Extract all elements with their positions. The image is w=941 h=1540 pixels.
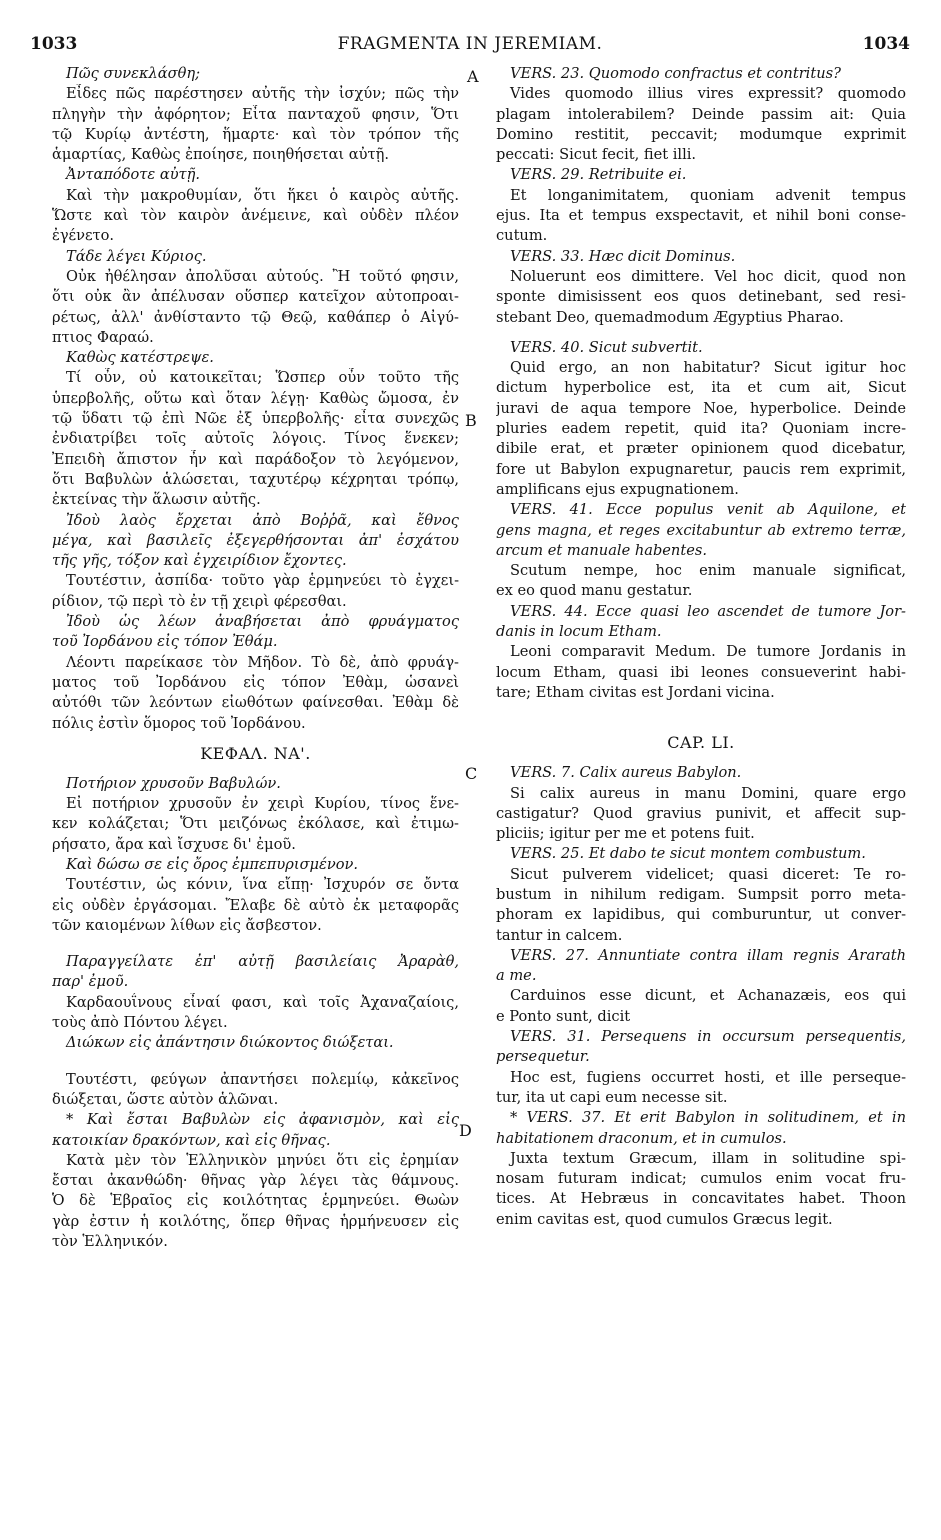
verse-heading: VERS. 40. Sicut subvertit. [510, 338, 703, 356]
text-line: Domino restitit, peccavit; modumque exprimit [496, 125, 906, 143]
chapter-heading-latin: CAP. LI. [667, 733, 735, 753]
running-title: FRAGMENTA IN JEREMIAM. [337, 34, 603, 54]
latin-paragraph [496, 64, 906, 165]
text-line: κεν κολάζεται; Ὅτι μειζόνως ἐκόλασε, καὶ ἐτιμω- [52, 815, 459, 833]
text-line: Carduinos esse dicunt, et Achanazæis, eos qui [510, 987, 906, 1005]
text-line: Ὥστε καὶ τὸν καιρὸν ἀνέμεινε, καὶ οὐδὲν πλέον [52, 207, 459, 225]
text-line: ἐγένετο. [52, 227, 115, 245]
text-line: εἰς οὐδὲν ἐργάσομαι. Ἔλαβε δὲ αὐτὸ ἐκ μεταφορᾶς [52, 896, 459, 914]
text-line: ὑπερβολῆς, οὕτω καὶ ὅταν λέγῃ· Καθὼς ὤμοσα, ἐν [52, 389, 459, 407]
text-line: Scutum nempe, hoc enim manuale significat, [510, 562, 906, 580]
greek-paragraph [52, 1070, 459, 1253]
text-line: cutum. [496, 227, 548, 245]
lemma-line: Ἰδοὺ ὡς λέων ἀναβήσεται ἀπὸ φρυάγματος [66, 613, 459, 631]
text-line: ματος τοῦ Ἰορδάνου εἰς τόπον Ἐθὰμ, ὡσανεὶ [52, 673, 459, 691]
lemma-line: Ἀνταπόδοτε αὐτῇ. [66, 166, 201, 184]
verse-heading: VERS. 33. Hæc dicit Dominus. [510, 247, 736, 265]
lemma-line: Πῶς συνεκλάσθη; [66, 65, 201, 82]
latin-paragraph [496, 338, 906, 500]
latin-paragraph [496, 165, 906, 246]
text-line: Τουτέστιν, ὡς κόνιν, ἵνα εἴπῃ· Ἰσχυρόν σε ὄντα [66, 876, 459, 894]
verse-heading: VERS. 7. Calix aureus Babylon. [510, 764, 742, 782]
text-line: Καὶ τὴν μακροθυμίαν, ὅτι ἥκει ὁ καιρὸς αὐτῆς. [66, 186, 459, 204]
text-line: ρήσατο, ἄρα καὶ ἴσχυσε δι' ἐμοῦ. [52, 835, 296, 853]
margin-marker-d: D [459, 1121, 472, 1140]
text-line: pliciis; igitur per me et potens fuit. [496, 825, 755, 843]
text-line: τῷ ὕδατι τῷ ἐπὶ Νῶε ἐξ ὑπερβολῆς· εἶτα συνεχῶς [52, 410, 459, 428]
text-line: πτιος Φαραώ. [52, 328, 154, 346]
text-line: bustum in nihilum redigam. Sumpsit porro meta- [496, 885, 906, 903]
greek-paragraph [52, 612, 459, 734]
text-line: juravi de aqua tempore Noe, hyperbolice. Deinde [496, 399, 906, 417]
text-line: Λέοντι παρείκασε τὸν Μῆδον. Τὸ δὲ, ἀπὸ φρυάγ- [66, 653, 459, 671]
text-line: ἔσται ἀκανθώδη· θῆνας γὰρ λέγει τὰς θάμνους. [52, 1172, 459, 1190]
latin-paragraph [496, 844, 906, 945]
text-line: ρέτως, ἀλλ' ἀνθίσταντο τῷ Θεῷ, καθάπερ ὁ Αἰγύ- [52, 308, 459, 326]
text-line: τὸν Ἑλληνικόν. [52, 1233, 168, 1251]
text-line: Si calix aureus in manu Domini, quare ergo [510, 784, 906, 802]
text-line: castigatur? Quod gravius punivit, et affecit sup- [496, 804, 906, 822]
text-line: Τουτέστιν, ἀσπίδα· τοῦτο γὰρ ἑρμηνεύει τὸ ἐγχει- [66, 572, 459, 590]
latin-paragraph [496, 946, 906, 1230]
text-line: ἐκτείνας τὴν ἅλωσιν αὐτῆς. [52, 491, 261, 509]
text-line: e Ponto sunt, dicit [496, 1007, 631, 1025]
text-line: Τουτέστι, φεύγων ἀπαντήσει πολεμίῳ, κἀκεῖνος [66, 1070, 459, 1088]
text-line: plagam intolerabilem? Deinde passim ait: Quia [496, 105, 906, 123]
text-line: Noluerunt eos dimittere. Vel hoc dicit, quod non [510, 267, 906, 285]
greek-paragraph [52, 855, 459, 936]
text-line: τῷ Κυρίῳ ἀντέστη, ἥμαρτε· καὶ τὸν τρόπον τῆς [52, 125, 459, 143]
text-line: πόλις ἐστὶν ὅμορος τοῦ Ἰορδάνου. [52, 714, 306, 732]
text-line: dictum hyperbolice est, ita et cum ait, Sicut [496, 379, 906, 397]
text-line: τοὺς ἀπὸ Πόντου λέγει. [52, 1014, 228, 1032]
text-line: stebant Deo, quemadmodum Ægyptius Pharao. [496, 308, 844, 326]
chapter-heading-greek: ΚΕΦΑΛ. ΝΑ'. [200, 743, 311, 763]
text-line: ὅτι οὐκ ἂν ἀπέλυσαν οὕσπερ κατεῖχον αὐτοπροαι- [52, 288, 459, 306]
verse-heading: VERS. 31. Persequens in occursum persequentis, [510, 1028, 906, 1046]
greek-paragraph [52, 247, 459, 348]
text-line: phoram ex lapidibus, qui comburuntur, ut conver- [496, 906, 906, 924]
lemma-line: μέγα, καὶ βασιλεῖς ἐξεγερθήσονται ἀπ' ἐσχάτου [52, 531, 459, 549]
verse-heading: VERS. 44. Ecce quasi leo ascendet de tumore Jor- [510, 602, 906, 620]
lemma-line: Διώκων εἰς ἀπάντησιν διώκοντος διώξεται. [66, 1034, 394, 1052]
latin-paragraph [496, 602, 906, 703]
text-line: γὰρ ἐστιν ἡ κοιλότης, ὅπερ θῆνας ἡρμήνευσεν εἰς [52, 1212, 459, 1230]
text-line: αὐτόθι τῶν λεόντων εἰωθότων φαίνεσθαι. Ἐθὰμ δὲ [52, 694, 459, 712]
latin-paragraph [496, 247, 906, 328]
verse-heading: VERS. 41. Ecce populus venit ab Aquilone, et [510, 501, 906, 519]
text-line: fore ut Babylon expugnaretur, paucis rem exprimit, [496, 460, 906, 478]
greek-paragraph [52, 952, 459, 1053]
text-line: Ἐπειδὴ ἄπιστον ἦν καὶ παράδοξον τὸ λεγόμενον, [52, 450, 459, 468]
page-number-left: 1033 [30, 34, 78, 54]
text-line: Καρδαουΐνους εἶναί φασι, καὶ τοῖς Ἀχαναζαίοις, [66, 993, 459, 1011]
text-line: Quid ergo, an non habitatur? Sicut igitur hoc [510, 359, 906, 377]
lemma-line: κατοικίαν δρακόντων, καὶ εἰς θῆνας. [52, 1131, 331, 1149]
lemma-line: Ποτήριον χρυσοῦν Βαβυλών. [66, 774, 281, 792]
text-line: peccati: Sicut fecit, fiet illi. [496, 146, 697, 164]
greek-paragraph [52, 511, 459, 612]
text-line: ejus. Ita et tempus exspectavit, et nihil boni conse- [496, 207, 906, 225]
text-line: Hoc est, fugiens occurret hosti, et ille perseque- [510, 1068, 906, 1086]
text-line: tur, ita ut capi eum necesse sit. [496, 1088, 728, 1106]
verse-heading: VERS. 23. Quomodo confractus et contritus? [510, 65, 841, 82]
verse-heading: danis in locum Etham. [496, 623, 662, 641]
page-header [30, 34, 910, 56]
text-line: Κατὰ μὲν τὸν Ἑλληνικὸν μηνύει ὅτι εἰς ἐρημίαν [66, 1151, 459, 1169]
text-line: πληγὴν τὴν ἀφόρητον; Εἶτα πανταχοῦ φησιν, Ὅτι [52, 105, 459, 123]
lemma-line: Καθὼς κατέστρεψε. [66, 349, 214, 367]
text-line: amplificans ejus expugnationem. [496, 480, 739, 498]
margin-marker-c: C [465, 764, 478, 783]
text-line: nosam futuram indicat; cumulos enim vocat fru- [496, 1170, 906, 1188]
text-line: διώξεται, ὥστε αὐτὸν ἁλῶναι. [52, 1090, 279, 1108]
text-line: Vides quomodo illius vires expressit? quomodo [510, 85, 906, 103]
lemma-line: Τάδε λέγει Κύριος. [66, 247, 207, 265]
lemma-line: * Καὶ ἔσται Βαβυλὼν εἰς ἀφανισμὸν, καὶ εἰς [66, 1111, 459, 1129]
text-line: enim cavitas est, quod cumulos Græcus legit. [496, 1210, 833, 1228]
text-line: Εἰ ποτήριον χρυσοῦν ἐν χειρὶ Κυρίου, τίνος ἕνε- [66, 795, 459, 813]
verse-heading: persequetur. [496, 1048, 590, 1066]
latin-column [496, 64, 906, 1230]
text-line: ὅτι Βαβυλὼν ἁλώσεται, ταχυτέρῳ κέχρηται τρόπῳ, [52, 470, 459, 488]
text-line: Et longanimitatem, quoniam advenit tempus [510, 186, 906, 204]
text-line: tantur in calcem. [496, 926, 623, 944]
text-line: τῶν καιομένων λίθων εἰς ἄσβεστον. [52, 916, 322, 934]
text-line: dibile erat, et præter opinionem quod dicebatur, [496, 440, 906, 458]
lemma-line: τοῦ Ἰορδάνου εἰς τόπον Ἐθάμ. [52, 633, 278, 651]
latin-paragraph [496, 763, 906, 844]
greek-column [52, 64, 459, 1252]
latin-paragraph [496, 500, 906, 601]
greek-paragraph [52, 348, 459, 510]
greek-paragraph [52, 165, 459, 246]
text-line: sponte dimisissent eos quos detinebant, sed resi- [496, 288, 906, 306]
verse-heading: VERS. 25. Et dabo te sicut montem combustum. [510, 845, 866, 863]
text-line: Ὁ δὲ Ἑβραῖος εἰς κοιλότητας ἑρμηνεύει. Θωὼν [52, 1192, 459, 1210]
text-line: tare; Etham civitas est Jordani vicina. [496, 683, 775, 701]
text-line: ἁμαρτίας, Καθὼς ἐποίησε, ποιηθήσεται αὐτῇ. [52, 146, 389, 164]
text-line: pluries eadem repetit, quid ita? Quoniam incre- [496, 420, 906, 438]
page-number-right: 1034 [862, 34, 910, 54]
verse-heading: gens magna, et reges excitabuntur ab extremo terræ, [496, 521, 906, 539]
margin-marker-a: A [467, 67, 479, 86]
lemma-line: τῆς γῆς, τόξον καὶ ἐγχειρίδιον ἔχοντες. [52, 552, 347, 570]
lemma-line: Ἰδοὺ λαὸς ἔρχεται ἀπὸ Βοῤῥᾶ, καὶ ἔθνος [66, 511, 459, 529]
text-line: ρίδιον, τῷ περὶ τὸ ἐν τῇ χειρὶ φέρεσθαι. [52, 592, 347, 610]
text-line: Sicut pulverem videlicet; quasi diceret: Te ro- [510, 865, 906, 883]
lemma-line: Καὶ δώσω σε εἰς ὄρος ἐμπεπυρισμένον. [66, 855, 359, 873]
lemma-line: παρ' ἐμοῦ. [52, 973, 129, 991]
text-line: Τί οὖν, οὐ κατοικεῖται; Ὥσπερ οὖν τοῦτο τῆς [66, 369, 459, 387]
text-line: Εἶδες πῶς παρέστησεν αὐτῆς τὴν ἰσχύν; πῶς τὴν [66, 85, 459, 103]
verse-heading: arcum et manuale habentes. [496, 541, 707, 559]
verse-heading: * VERS. 37. Et erit Babylon in solitudinem, et in [510, 1109, 906, 1127]
greek-paragraph [52, 64, 459, 165]
text-line: ἐνδιατρίβει τοῖς αὐτοῖς λόγοις. Τίνος ἕνεκεν; [52, 430, 459, 448]
verse-heading: VERS. 29. Retribuite ei. [510, 166, 687, 184]
verse-heading: habitationem draconum, et in cumulos. [496, 1129, 787, 1147]
verse-heading: a me. [496, 967, 537, 985]
text-line: ex eo quod manu gestatur. [496, 582, 693, 600]
text-line: Leoni comparavit Medum. De tumore Jordanis in [510, 643, 906, 661]
greek-paragraph [52, 774, 459, 855]
text-line: tices. At Hebræus in concavitates habet. Thoon [496, 1190, 906, 1208]
lemma-line: Παραγγείλατε ἐπ' αὐτῇ βασιλείαις Ἀραρὰθ, [66, 953, 459, 971]
text-line: locum Etham, quasi ibi leones consueverint habi- [496, 663, 906, 681]
text-line: Οὐκ ἠθέλησαν ἀπολῦσαι αὐτούς. Ἢ τοῦτό φησιν, [66, 267, 459, 285]
text-line: Juxta textum Græcum, illam in solitudine spi- [510, 1149, 906, 1167]
verse-heading: VERS. 27. Annuntiate contra illam regnis Ararath [510, 946, 906, 964]
margin-marker-b: B [465, 411, 477, 430]
